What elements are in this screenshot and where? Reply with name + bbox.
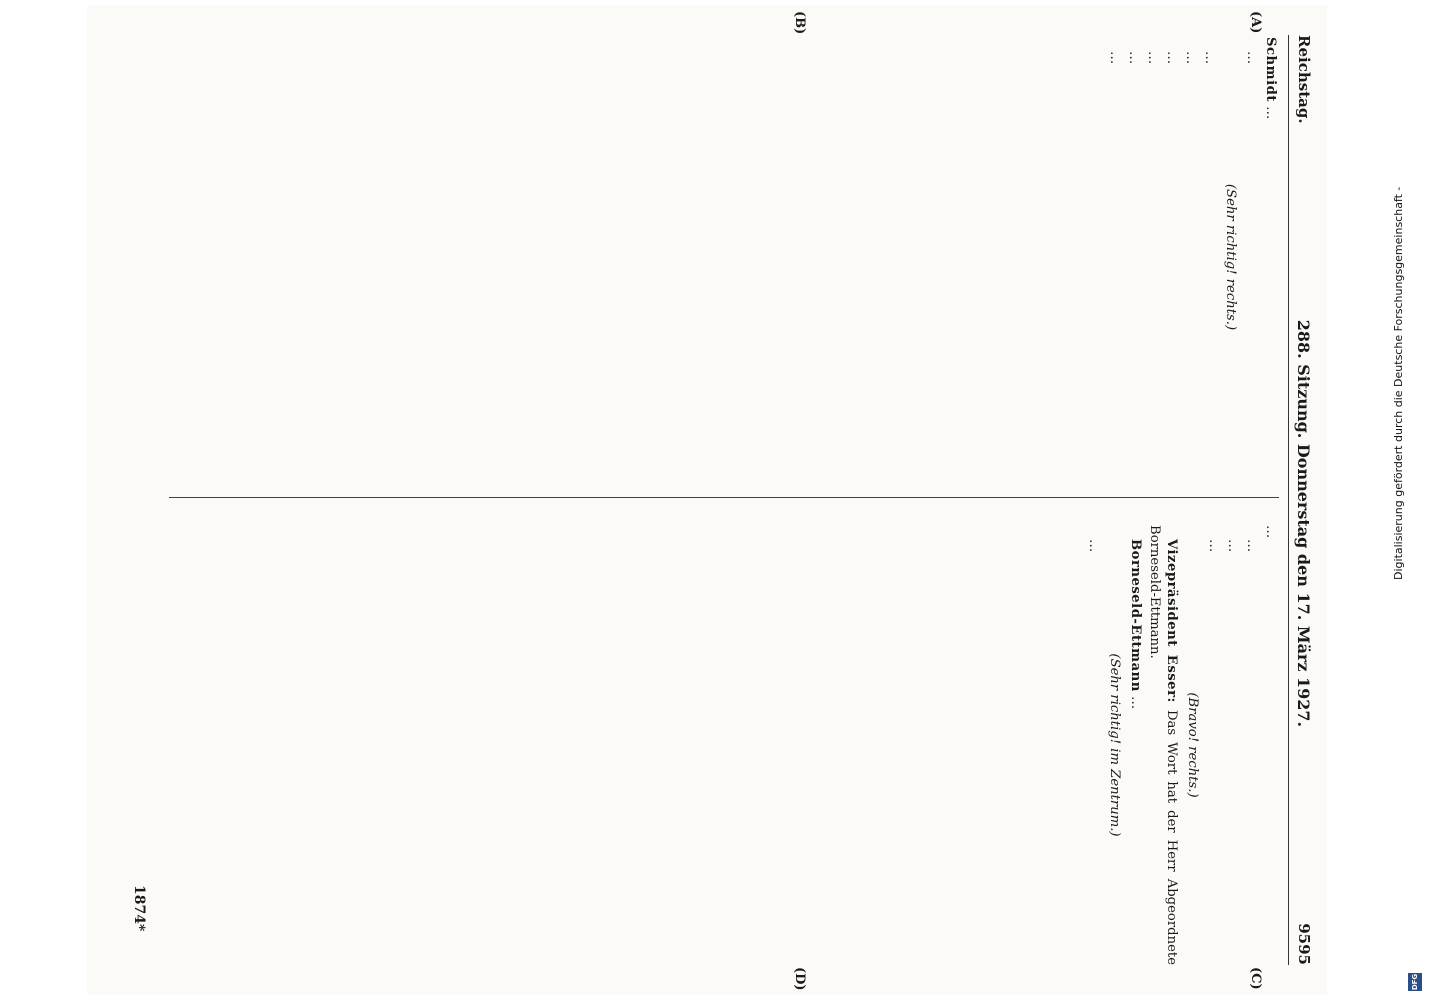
page-footer: 1874* [131, 885, 147, 932]
paragraph: … [1206, 539, 1221, 553]
paragraph: … [1263, 525, 1278, 539]
paragraph: … [1244, 539, 1259, 553]
paragraph: … [1107, 51, 1122, 65]
left-column [169, 37, 1279, 477]
paragraph: … [1126, 51, 1141, 65]
vice-president-label: Vizepräsident Esser: [1164, 539, 1179, 703]
margin-marker-a: (A) [1248, 11, 1263, 34]
paragraph: … [1183, 51, 1198, 65]
interjection: (Bravo! rechts.) [1185, 692, 1200, 798]
paragraph: … [1164, 51, 1179, 65]
document-page [87, 5, 1327, 995]
paragraph: … [1225, 539, 1240, 553]
column-divider [169, 497, 1279, 498]
dfg-logo: DFG [1408, 973, 1422, 991]
header-center: 288. Sitzung. Donnerstag den 17. März 1927. [1294, 319, 1314, 728]
speaker-name: Borneseld-Ettmann [1128, 539, 1143, 692]
speaker-name: Schmidt [1263, 37, 1278, 102]
header-page-number: 9595 [1295, 923, 1313, 965]
paragraph: … [1244, 51, 1259, 65]
right-column [169, 525, 1279, 965]
margin-marker-b: (B) [792, 11, 807, 35]
paragraph: … [1202, 51, 1217, 65]
paragraph: … [1086, 539, 1101, 553]
paragraph: Schmidt … [1263, 37, 1278, 120]
digitization-note: Digitalisierung gefördert durch die Deutsche Forschungsgemeinschaft - [1392, 186, 1405, 580]
paragraph: Borneseld-Ettmann … [1128, 539, 1143, 710]
paragraph: … [1145, 51, 1160, 65]
margin-marker-d: (D) [792, 967, 807, 991]
margin-marker-c: (C) [1248, 967, 1263, 990]
header-left: Reichstag. [1295, 35, 1313, 124]
interjection: (Sehr richtig! im Zentrum.) [1107, 653, 1122, 837]
paragraph: Vizepräsident Esser: Das Wort hat der Herr Abgeordnete Borneseld-Ettmann. [1147, 525, 1179, 965]
page-header [1288, 35, 1319, 965]
interjection: (Sehr richtig! rechts.) [1223, 183, 1238, 331]
